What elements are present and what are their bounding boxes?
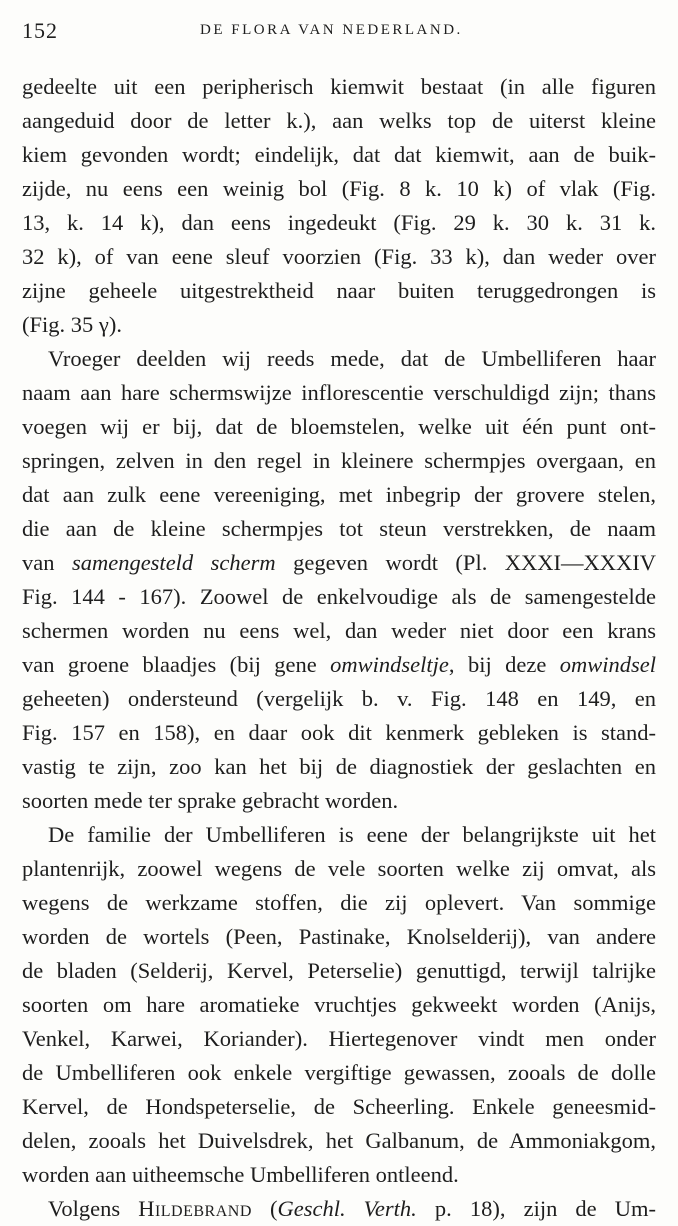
text-run: van groene blaadjes (bij gene [22, 652, 331, 677]
text-run: gegeven wordt (Pl. XXXI—XXXIV [275, 550, 656, 575]
running-head [22, 18, 656, 52]
italic-citation: Geschl. Verth. [277, 1196, 417, 1221]
text-line: Venkel, Karwei, Koriander). Hiertegenover vindt men onder [22, 1026, 656, 1051]
text-line: geheeten) ondersteund (vergelijk b. v. Fig. 148 en 149, en [22, 686, 656, 711]
text-line: zijne geheele uitgestrektheid naar buiten teruggedrongen is [22, 278, 656, 303]
text-run: , bij deze [448, 652, 560, 677]
text-line: schermen worden nu eens wel, dan weder niet door een krans [22, 618, 656, 643]
text-line [22, 546, 656, 580]
text-line: (Fig. 35 γ). [22, 312, 122, 337]
text-line: worden aan uitheemsche Umbelliferen ontleend. [22, 1162, 459, 1187]
text-line: gedeelte uit een peripherisch kiemwit bestaat (in alle figuren [22, 74, 656, 99]
text-line: Fig. 144 - 167). Zoowel de enkelvoudige als de samengestelde [22, 584, 656, 609]
text-line: plantenrijk, zoowel wegens de vele soorten welke zij omvat, als [22, 856, 656, 881]
text-line: de Umbelliferen ook enkele vergiftige gewassen, zooals de dolle [22, 1060, 656, 1085]
text-line: Kervel, de Hondspeterselie, de Scheerling. Enkele geneesmid- [22, 1094, 656, 1119]
running-title: DE FLORA VAN NEDERLAND. [200, 22, 463, 38]
text-line: soorten om hare aromatieke vruchtjes gekweekt worden (Anijs, [22, 992, 656, 1017]
text-line: aangeduid door de letter k.), aan welks top de uiterst kleine [22, 108, 656, 133]
text-line: zijde, nu eens een weinig bol (Fig. 8 k. 10 k) of vlak (Fig. [22, 176, 656, 201]
text-line [22, 648, 656, 682]
text-line: 32 k), of van eene sleuf voorzien (Fig. 33 k), dan weder over [22, 244, 656, 269]
text-line: soorten mede ter sprake gebracht worden. [22, 788, 399, 813]
text-line: Vroeger deelden wij reeds mede, dat de Umbelliferen haar [48, 346, 656, 371]
text-run: van [22, 550, 72, 575]
text-line: delen, zooals het Duivelsdrek, het Galbanum, de Ammoniakgom, [22, 1128, 656, 1153]
text-line [22, 1192, 656, 1226]
text-line: wegens de werkzame stoffen, die zij oplevert. Van sommige [22, 890, 656, 915]
text-run: p. 18), zijn de Um- [416, 1196, 657, 1221]
text-run: ( [251, 1196, 278, 1221]
page-number: 152 [22, 18, 58, 43]
italic-term: omwindseltje [330, 652, 449, 677]
text-line: kiem gevonden wordt; eindelijk, dat dat kiemwit, aan de buik- [22, 142, 656, 167]
text-line: die aan de kleine schermpjes tot steun verstrekken, de naam [22, 516, 656, 541]
text-line: Fig. 157 en 158), en daar ook dit kenmerk gebleken is stand- [22, 720, 656, 745]
text-line: naam aan hare schermswijze inflorescentie verschuldigd zijn; thans [22, 380, 656, 405]
text-line: worden de wortels (Peen, Pastinake, Knolselderij), van andere [22, 924, 656, 949]
italic-term: samengesteld scherm [71, 550, 276, 575]
text-line: De familie der Umbelliferen is eene der belangrijkste uit het [48, 822, 656, 847]
text-line: de bladen (Selderij, Kervel, Peterselie) genuttigd, terwijl talrijke [22, 958, 656, 983]
text-line: dat aan zulk eene vereeniging, met inbegrip der grovere stelen, [22, 482, 656, 507]
italic-term: omwindsel [559, 652, 656, 677]
text-run: Volgens [48, 1196, 139, 1221]
text-line: springen, zelven in den regel in kleinere schermpjes overgaan, en [22, 448, 656, 473]
author-name: Hildebrand [138, 1196, 252, 1221]
text-line: voegen wij er bij, dat de bloemstelen, welke uit één punt ont- [22, 414, 656, 439]
text-line: vastig te zijn, zoo kan het bij de diagnostiek der geslachten en [22, 754, 656, 779]
text-line: 13, k. 14 k), dan eens ingedeukt (Fig. 29 k. 30 k. 31 k. [22, 210, 656, 235]
